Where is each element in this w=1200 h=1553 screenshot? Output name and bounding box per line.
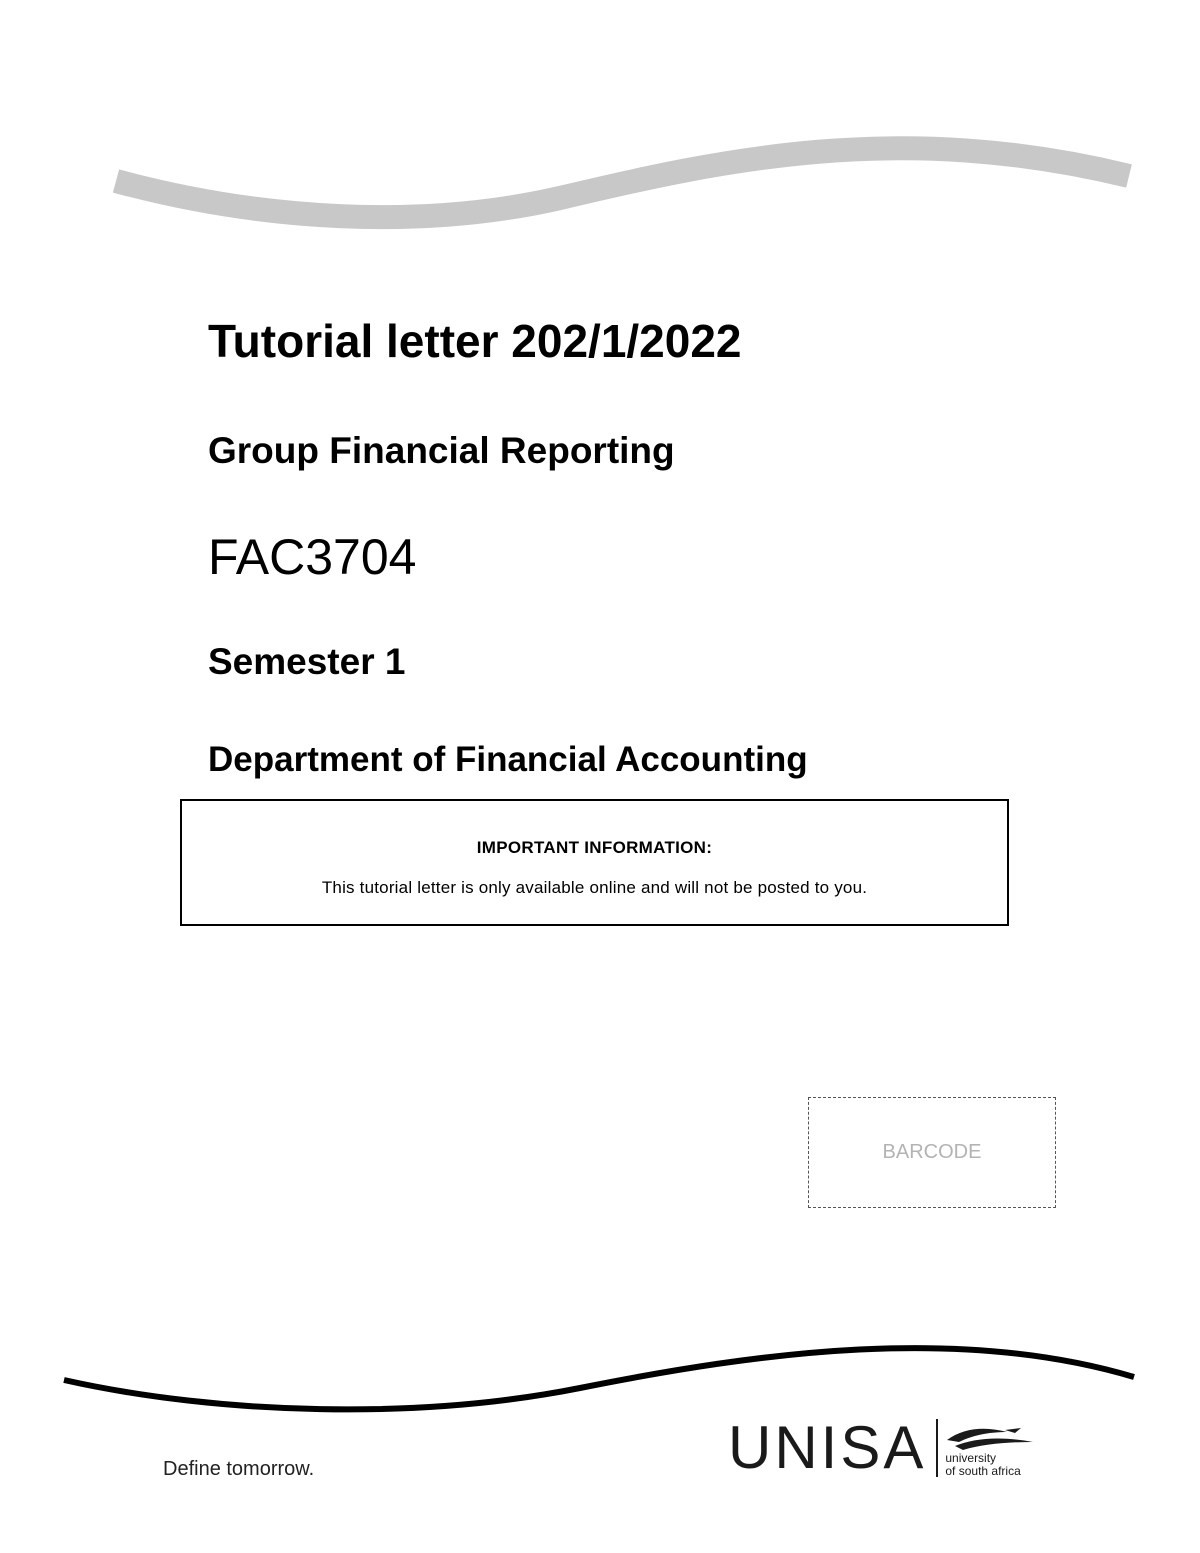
barcode-placeholder <box>808 1097 1056 1208</box>
unisa-bird-icon <box>945 1426 1035 1452</box>
unisa-logo <box>728 1410 1035 1485</box>
barcode-label: BARCODE <box>882 1141 982 1163</box>
logo-subtitle-group <box>945 1418 1035 1478</box>
course-name: Group Financial Reporting <box>208 430 675 471</box>
course-code: FAC3704 <box>208 529 417 585</box>
logo-subtitle-line1: university <box>945 1450 997 1465</box>
department-name: Department of Financial Accounting <box>208 740 808 779</box>
logo-divider <box>936 1419 938 1477</box>
tutorial-letter-title: Tutorial letter 202/1/2022 <box>208 315 742 367</box>
logo-subtitle-line2: of south africa <box>945 1463 1021 1478</box>
important-information-heading: IMPORTANT INFORMATION: <box>476 838 713 857</box>
semester-label: Semester 1 <box>208 641 406 682</box>
important-information-text: This tutorial letter is only available online and will not be posted to you. <box>321 878 868 897</box>
important-information-box <box>180 799 1009 926</box>
unisa-wordmark: UNISA <box>728 1413 927 1481</box>
top-decorative-wave <box>0 110 1200 250</box>
footer-tagline: Define tomorrow. <box>163 1458 315 1480</box>
